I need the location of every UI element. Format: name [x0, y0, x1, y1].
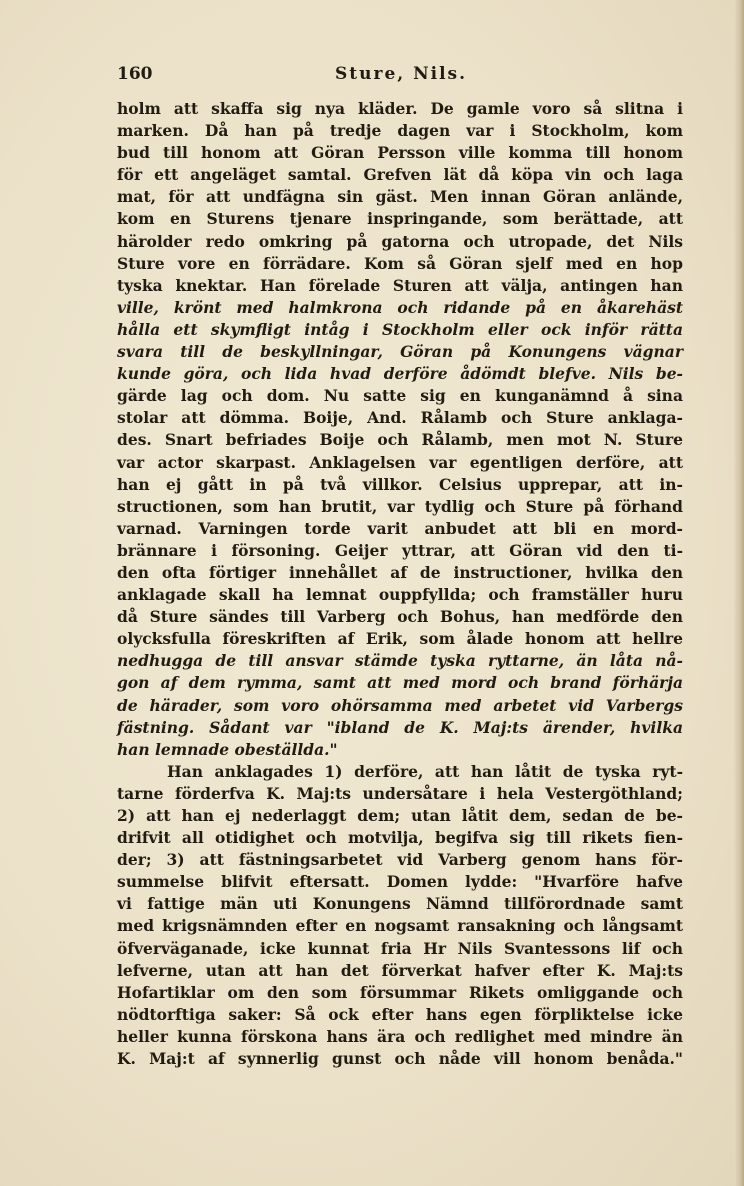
text-line: Sture vore en förrädare. Kom så Göran sjelf med en hop	[117, 253, 683, 273]
text-line: mat, för att undfägna sin gäst. Men innan Göran anlände,	[117, 187, 683, 207]
text-line: brännare i försoning. Geijer yttrar, att Göran vid den ti-	[117, 540, 683, 560]
text-line: Hofartiklar om den som försummar Rikets omliggande och	[117, 982, 683, 1002]
text-line: bud till honom att Göran Persson ville komma till honom	[117, 143, 683, 163]
text-line: han ej gått in på två villkor. Celsius upprepar, att in-	[117, 474, 683, 494]
text-line: holm att skaffa sig nya kläder. De gamle voro så slitna i	[117, 99, 683, 118]
text-line: lefverne, utan att han det förverkat hafver efter K. Maj:ts	[117, 960, 683, 980]
page-number: 160	[117, 64, 153, 84]
body-text	[117, 98, 683, 1070]
text-line: structionen, som han brutit, var tydlig och Sture på förhand	[117, 496, 683, 516]
text-line: de härader, som voro ohörsamma med arbetet vid Varbergs	[117, 695, 683, 715]
text-line: stolar att dömma. Boije, And. Rålamb och Sture anklaga-	[117, 408, 683, 428]
page-edge	[734, 0, 744, 1186]
text-line: marken. Då han på tredje dagen var i Stockholm, kom	[117, 121, 683, 141]
text-line: drifvit all otidighet och motvilja, begifva sig till rikets fien-	[117, 828, 683, 848]
text-line: tarne förderfva K. Maj:ts undersåtare i hela Vestergöthland;	[117, 783, 683, 803]
text-line: den ofta förtiger innehållet af de instructioner, hvilka den	[117, 562, 683, 582]
running-head: Sture, Nils.	[335, 64, 468, 84]
page-header	[117, 64, 687, 90]
text-line: för ett angeläget samtal. Grefven lät då köpa vin och laga	[117, 165, 683, 185]
text-line: då Sture sändes till Varberg och Bohus, han medförde den	[117, 607, 683, 627]
text-line: hålla ett skymfligt intåg i Stockholm eller ock inför rätta	[117, 319, 683, 339]
text-line: heller kunna förskona hans ära och redlighet med mindre än	[117, 1026, 683, 1046]
text-line: var actor skarpast. Anklagelsen var egentligen derföre, att	[117, 452, 683, 472]
text-line: 2) att han ej nederlaggt dem; utan låtit dem, sedan de be-	[117, 806, 683, 825]
text-line: härolder redo omkring på gatorna och utropade, det Nils	[117, 231, 683, 251]
text-line: med krigsnämnden efter en nogsamt ransakning och långsamt	[117, 916, 683, 936]
text-line: K. Maj:t af synnerlig gunst och nåde vill honom benåda."	[117, 1049, 683, 1069]
text-line: Han anklagades 1) derföre, att han låtit de tyska ryt-	[167, 761, 683, 781]
text-line: anklagade skall ha lemnat ouppfyllda; och framställer huru	[117, 585, 683, 605]
text-line: tyska knektar. Han förelade Sturen att välja, antingen han	[117, 275, 683, 295]
text-line: fästning. Sådant var "ibland de K. Maj:ts ärender, hvilka	[117, 717, 683, 737]
text-line: nödtorftiga saker: Så ock efter hans egen förpliktelse icke	[117, 1004, 683, 1024]
text-line: olycksfulla föreskriften af Erik, som ålade honom att hellre	[117, 629, 683, 649]
text-line: gon af dem rymma, samt att med mord och brand förhärja	[117, 673, 683, 693]
text-line: summelse blifvit eftersatt. Domen lydde: "Hvarföre hafve	[117, 872, 683, 892]
text-line: gärde lag och dom. Nu satte sig en kunganämnd å sina	[117, 386, 683, 406]
text-line: svara till de beskyllningar, Göran på Konungens vägnar	[117, 342, 683, 362]
text-line: kunde göra, och lida hvad derföre ådömdt blefve. Nils be-	[117, 364, 683, 384]
text-line: öfverväganade, icke kunnat fria Hr Nils Svantessons lif och	[117, 938, 683, 958]
text-line: nedhugga de till ansvar stämde tyska ryttarne, än låta nå-	[117, 651, 683, 671]
text-line: ville, krönt med halmkrona och ridande på en åkarehäst	[117, 297, 683, 317]
text-line: varnad. Varningen torde varit anbudet att bli en mord-	[117, 518, 683, 538]
text-line: der; 3) att fästningsarbetet vid Varberg genom hans för-	[117, 850, 683, 870]
text-line: vi fattige män uti Konungens Nämnd tillförordnade samt	[117, 894, 683, 914]
text-line: des. Snart befriades Boije och Rålamb, men mot N. Sture	[117, 430, 683, 450]
text-line: han lemnade obeställda."	[117, 739, 338, 759]
text-line: kom en Sturens tjenare inspringande, som berättade, att	[117, 209, 683, 229]
